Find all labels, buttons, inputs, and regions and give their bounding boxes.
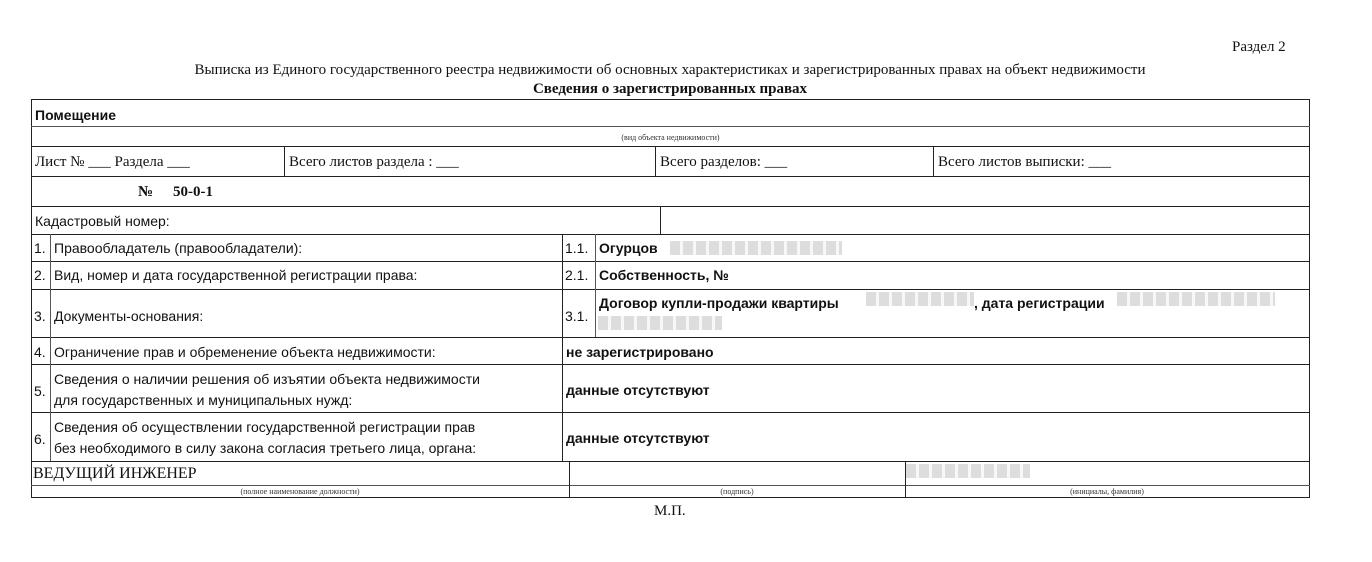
right-type-value: Собственность, № <box>599 267 729 283</box>
record-number: 50-0-1 <box>173 184 213 200</box>
row-label-line1: Сведения о наличии решения об изъятии объекта недвижимости <box>54 371 480 387</box>
redacted-block <box>670 241 842 255</box>
total-sections: Всего разделов: ___ <box>660 154 788 170</box>
row-number: 5. <box>34 383 46 399</box>
section-label: Раздел 2 <box>1232 39 1286 55</box>
row-label: Ограничение прав и обременение объекта недвижимости: <box>54 344 436 360</box>
row-label: Правообладатель (правообладатели): <box>54 240 303 256</box>
right-holder-name: Огурцов <box>599 240 658 256</box>
name-caption: (инициалы, фамилия) <box>1070 487 1144 496</box>
row-label: Вид, номер и дата государственной регистрации права: <box>54 267 418 283</box>
redacted-block <box>1117 292 1275 306</box>
basis-document-suffix: , дата регистрации <box>974 295 1105 311</box>
row-number: 4. <box>34 344 46 360</box>
basis-document: Договор купли-продажи квартиры <box>599 295 839 311</box>
record-number-prefix: № <box>138 184 154 200</box>
consent-value: данные отсутствуют <box>566 430 710 446</box>
object-type-caption: (вид объекта недвижимости) <box>621 133 720 142</box>
total-section-sheets: Всего листов раздела : ___ <box>289 154 459 170</box>
cadastral-number-label: Кадастровый номер: <box>35 213 170 229</box>
row-subnumber: 2.1. <box>565 267 589 283</box>
row-label-line2: без необходимого в силу закона согласия третьего лица, органа: <box>54 440 477 456</box>
redacted-block <box>866 292 974 306</box>
document-subtitle: Сведения о зарегистрированных правах <box>532 81 808 97</box>
signature-caption: (подпись) <box>720 487 754 496</box>
stamp-label: М.П. <box>654 503 686 519</box>
row-number: 1. <box>34 240 46 256</box>
redacted-block <box>906 464 1030 478</box>
official-position: ВЕДУЩИЙ ИНЖЕНЕР <box>33 465 197 482</box>
row-number: 6. <box>34 431 46 447</box>
encumbrance-value: не зарегистрировано <box>566 344 714 360</box>
withdrawal-value: данные отсутствуют <box>566 382 710 398</box>
object-type: Помещение <box>35 107 117 123</box>
row-number: 3. <box>34 308 46 324</box>
total-extract-sheets: Всего листов выписки: ___ <box>938 154 1111 170</box>
document-title: Выписка из Единого государственного реестра недвижимости об основных характеристиках и зарегистрированных правах на объект недвижимости <box>194 62 1146 78</box>
row-label: Документы-основания: <box>54 308 204 324</box>
row-label-line2: для государственных и муниципальных нужд: <box>54 392 353 408</box>
position-caption: (полное наименование должности) <box>240 487 360 496</box>
row-label-line1: Сведения об осуществлении государственной регистрации прав <box>54 419 476 435</box>
sheet-number: Лист № ___ Раздела ___ <box>35 154 190 170</box>
row-subnumber: 3.1. <box>565 308 589 324</box>
row-subnumber: 1.1. <box>565 240 589 256</box>
row-number: 2. <box>34 267 46 283</box>
redacted-block <box>598 316 722 330</box>
